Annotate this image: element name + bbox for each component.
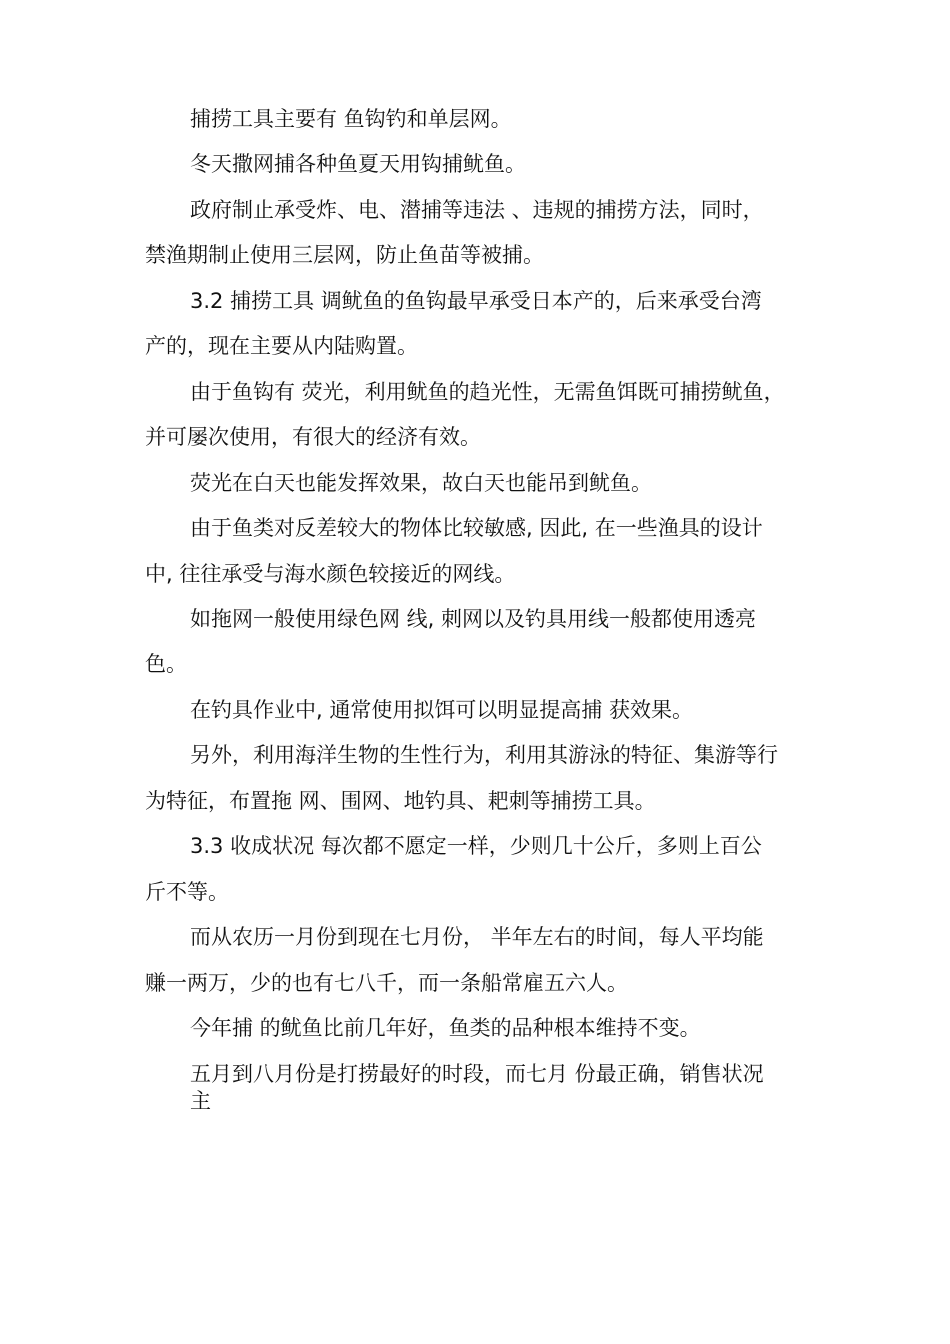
- text-line-17: 3.3 收成状况 每次都不愿定一样，少则几十公斤，多则上百公: [190, 834, 762, 858]
- text-line-20: 赚一两万，少的也有七八千，而一条船常雇五六人。: [145, 971, 628, 995]
- text-line-13: 色。: [145, 652, 187, 676]
- text-line-4: 禁渔期制止使用三层网，防止鱼苗等被捕。: [145, 243, 544, 267]
- text-line-2: 冬天撒网捕各种鱼夏天用钩捕鱿鱼。: [190, 152, 526, 176]
- text-line-15: 另外，利用海洋生物的生性行为，利用其游泳的特征、集游等行: [190, 743, 778, 767]
- text-line-1: 捕捞工具主要有 鱼钩钓和单层网。: [190, 107, 512, 131]
- text-line-9: 荧光在白天也能发挥效果，故白天也能吊到鱿鱼。: [190, 471, 652, 495]
- text-line-11: 中, 往往承受与海水颜色较接近的网线。: [145, 562, 516, 586]
- text-line-7: 由于鱼钩有 荧光，利用鱿鱼的趋光性，无需鱼饵既可捕捞鱿鱼，: [190, 380, 785, 404]
- text-line-16: 为特征，布置拖 网、围网、地钓具、耙刺等捕捞工具。: [145, 789, 656, 813]
- text-line-12: 如拖网一般使用绿色网 线, 刺网以及钓具用线一般都使用透亮: [190, 607, 757, 631]
- text-line-23: 主: [190, 1089, 211, 1113]
- text-line-14: 在钓具作业中, 通常使用拟饵可以明显提高捕 获效果。: [190, 698, 694, 722]
- text-line-6: 产的，现在主要从内陆购置。: [145, 334, 418, 358]
- text-line-19: 而从农历一月份到现在七月份， 半年左右的时间，每人平均能: [190, 925, 764, 949]
- text-line-22: 五月到八月份是打捞最好的时段，而七月 份最正确，销售状况: [190, 1062, 764, 1086]
- text-line-18: 斤不等。: [145, 880, 229, 904]
- text-line-10: 由于鱼类对反差较大的物体比较敏感, 因此, 在一些渔具的设计: [190, 516, 763, 540]
- text-line-3: 政府制止承受炸、电、潜捕等违法 、违规的捕捞方法，同时，: [190, 198, 764, 222]
- text-line-5: 3.2 捕捞工具 调鱿鱼的鱼钩最早承受日本产的，后来承受台湾: [190, 289, 762, 313]
- text-line-8: 并可屡次使用，有很大的经济有效。: [145, 425, 481, 449]
- text-line-21: 今年捕 的鱿鱼比前几年好，鱼类的品种根本维持不变。: [190, 1016, 701, 1040]
